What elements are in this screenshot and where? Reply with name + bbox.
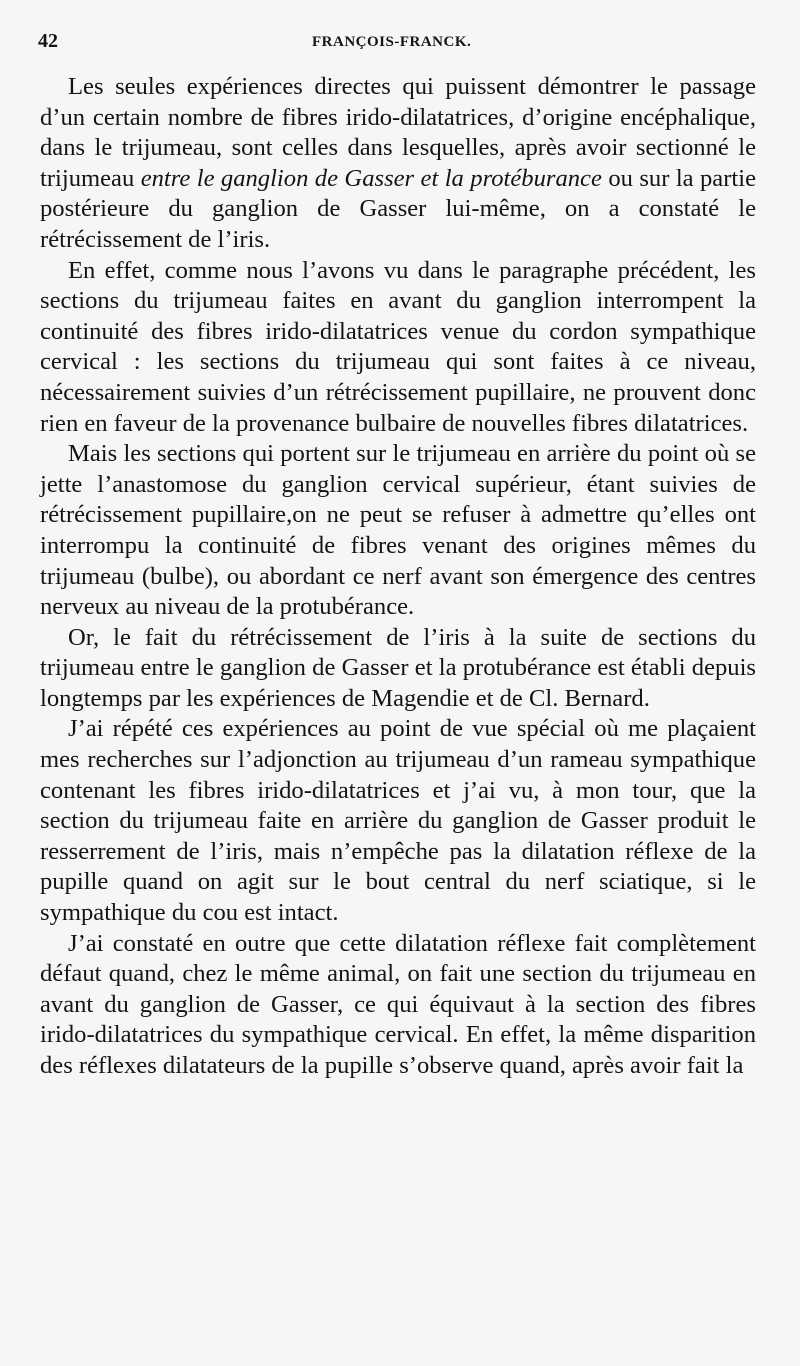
page-header: [38, 30, 752, 60]
paragraph-1-text: Les seules expériences directes qui puissent démontrer le passage d’un certain nombre de fibres irido-dilatatrices, d’origine encéphalique, dans le trijumeau, sont celles dans lesquelles, après avoir sectionné le trijumeau: [40, 73, 756, 192]
page-number: 42: [38, 30, 58, 52]
paragraph-1-text-end: ou sur la partie postérieure du ganglion de Gasser lui-même, on a constaté le rétrécissement de l’iris.: [40, 164, 756, 253]
running-head: FRANÇOIS-FRANCK.: [312, 34, 472, 50]
paragraph-2: En effet, comme nous l’avons vu dans le paragraphe précédent, les sections du trijumeau faites en avant du ganglion interrompent la continuité des fibres irido-dilatatrices venue du cordon sympathique cervical : les sections du trijumeau qui sont faites à ce niveau, nécessairement suivies d’un rétrécissement pupillaire, ne prouvent donc rien en faveur de la provenance bulbaire de nouvelles fibres dilatatrices.: [40, 256, 756, 437]
body-text: [40, 72, 756, 1082]
paragraph-1: [40, 72, 756, 256]
paragraph-1-italic: entre le ganglion de Gasser et la protéburance: [140, 164, 602, 192]
paragraph-6: J’ai constaté en outre que cette dilatation réflexe fait complètement défaut quand, chez le même animal, on fait une section du trijumeau en avant du ganglion de Gasser, ce qui équivaut à la section des fibres irido-dilatatrices du sympathique cervical. En effet, la même disparition des réflexes dilatateurs de la pupille s’observe quand, après avoir fait la: [40, 929, 756, 1079]
paragraph-5: J’ai répété ces expériences au point de vue spécial où me plaçaient mes recherches sur l’adjonction au trijumeau d’un rameau sympathique contenant les fibres irido-dilatatrices et j’ai vu, à mon tour, que la section du trijumeau faite en arrière du ganglion de Gasser produit le resserrement de l’iris, mais n’empêche pas la dilatation réflexe de la pupille quand on agit sur le bout central du nerf sciatique, si le sympathique du cou est intact.: [40, 715, 756, 927]
paragraph-4: Or, le fait du rétrécissement de l’iris à la suite de sections du trijumeau entre le ganglion de Gasser et la protubérance est établi depuis longtemps par les expériences de Magendie et de Cl. Bernard.: [40, 623, 756, 712]
paragraph-3: Mais les sections qui portent sur le trijumeau en arrière du point où se jette l’anastomose du ganglion cervical supérieur, étant suivies de rétrécissement pupillaire,on ne peut se refuser à admettre qu’elles ont interrompu la continuité de fibres venant des origines mêmes du trijumeau (bulbe), ou abordant ce nerf avant son émergence des centres nerveux au niveau de la protubérance.: [40, 440, 756, 621]
